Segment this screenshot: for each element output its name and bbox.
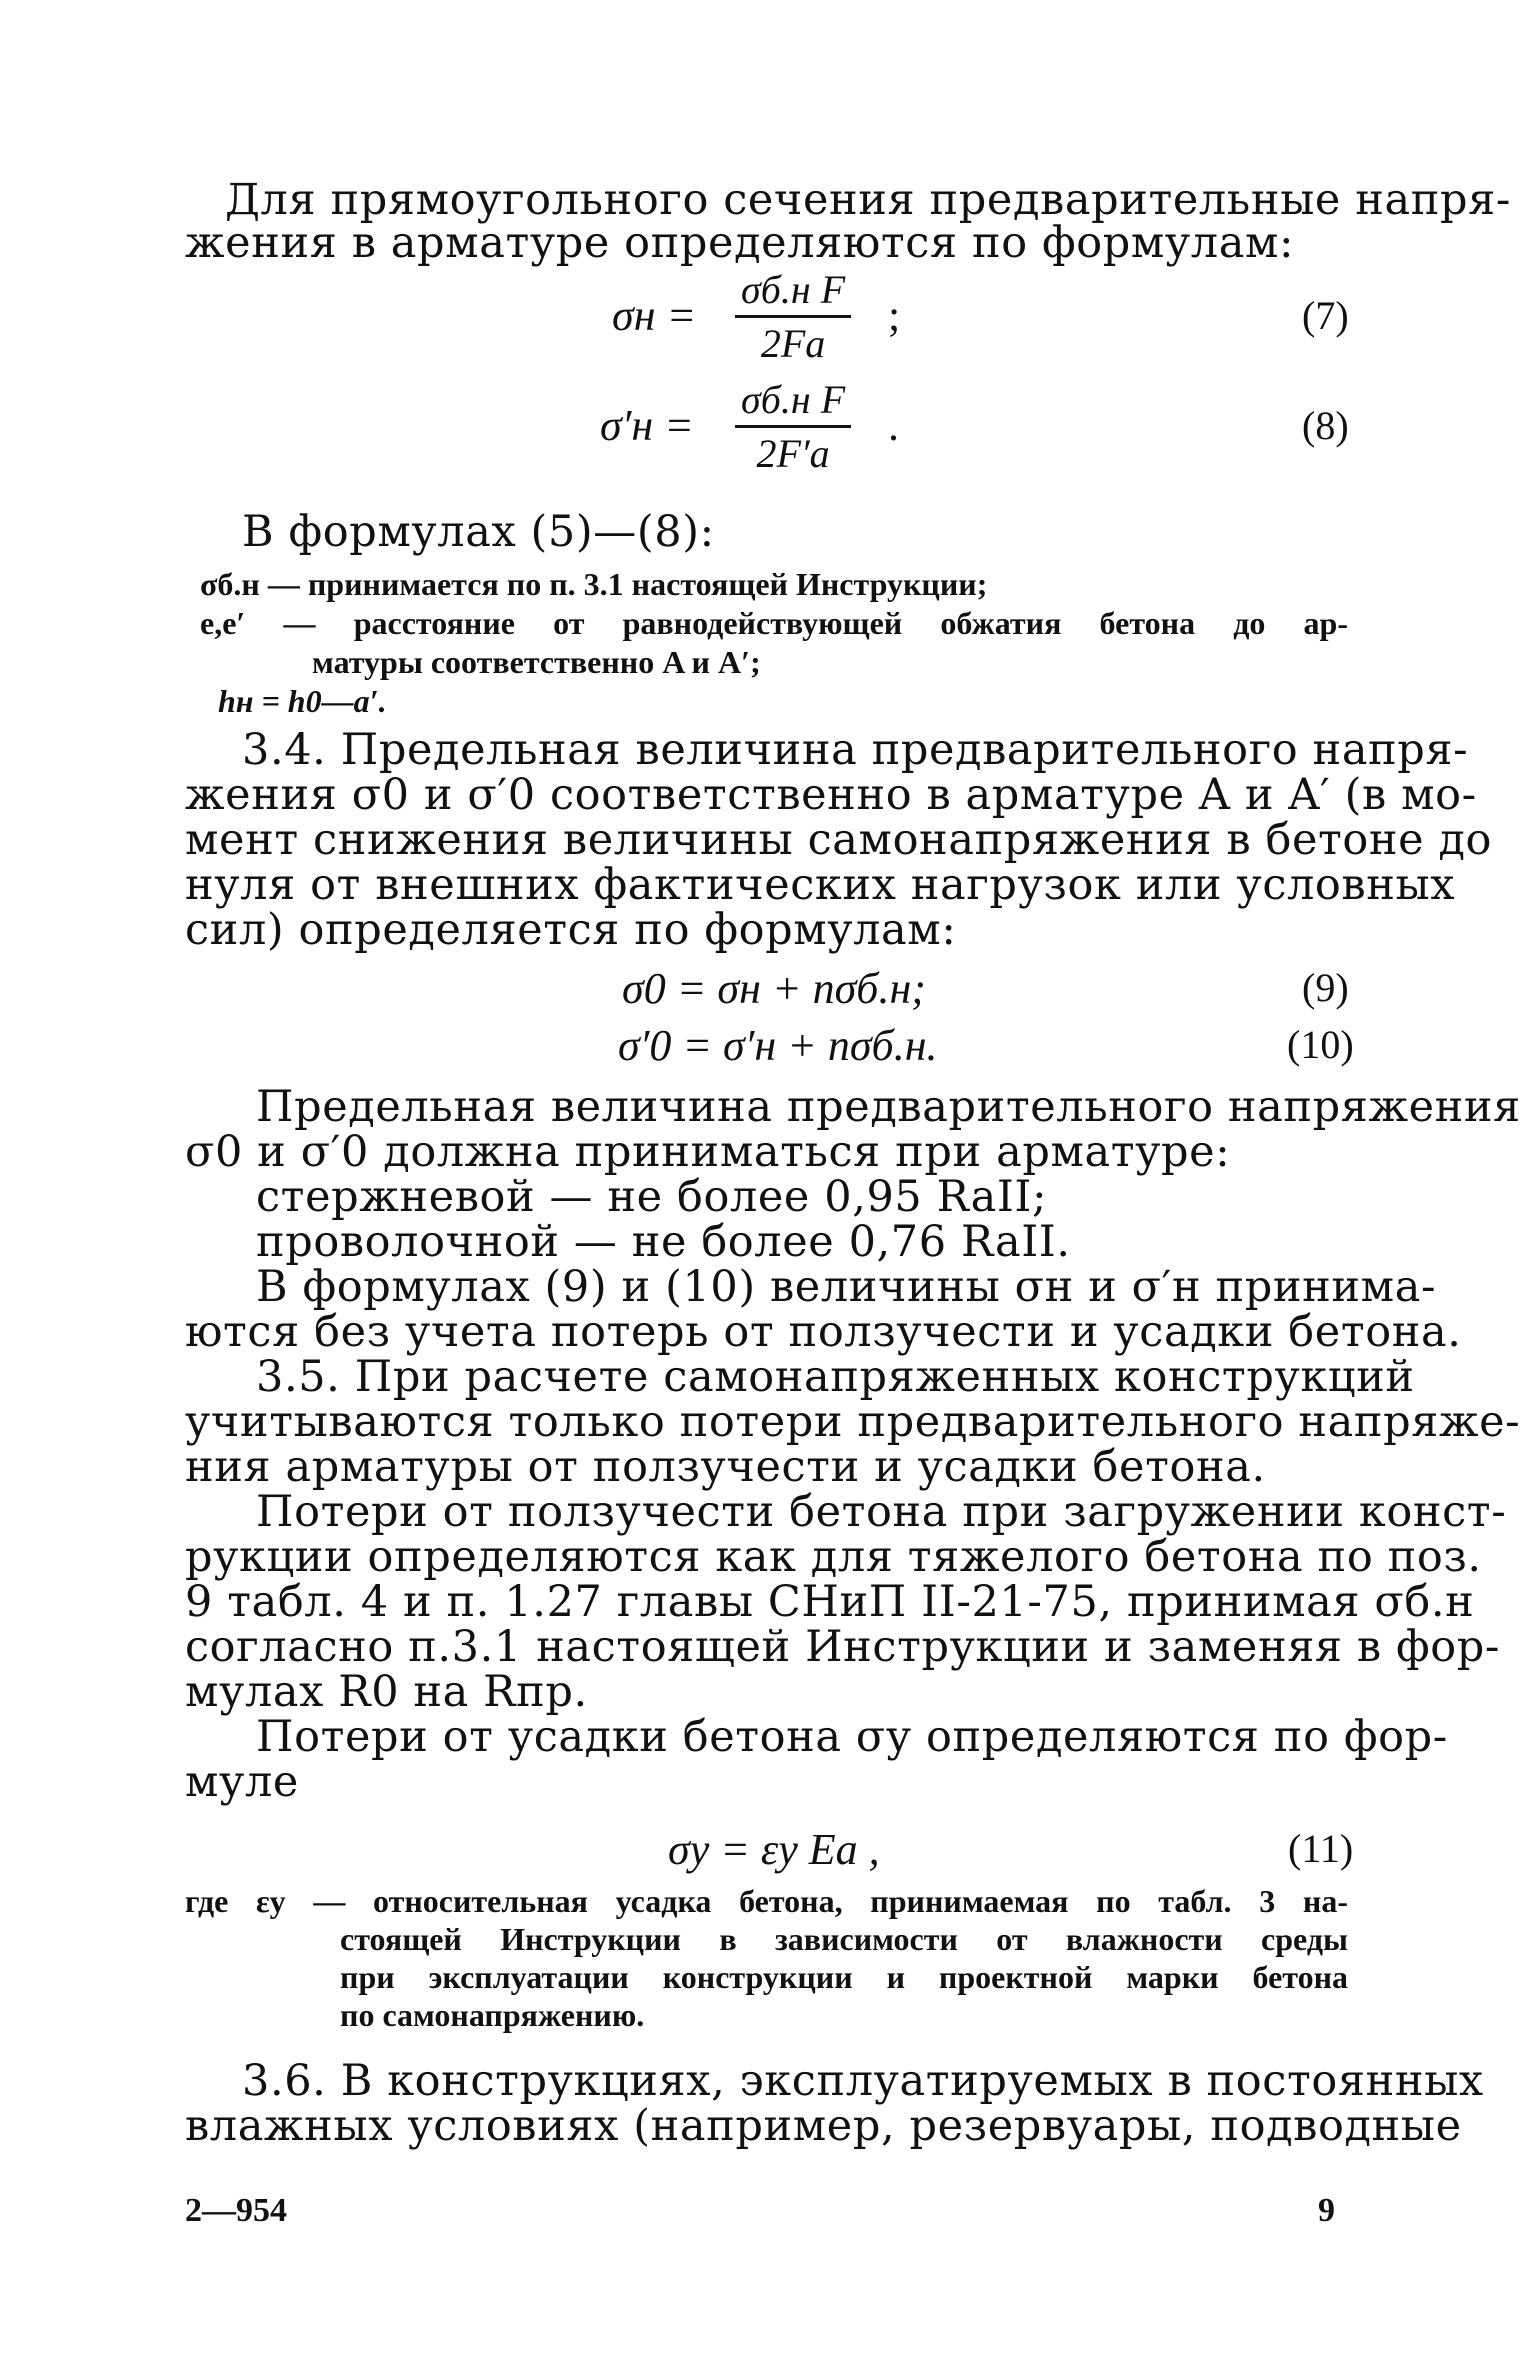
creep-line-5: мулах R0 на Rпр. [185,1667,588,1717]
eq11-number: (11) [1288,1826,1354,1871]
shrink-line-1: Потери от усадки бетона σу определяются по фор- [256,1712,1448,1762]
p36-line-1: 3.6. В конструкциях, эксплуатируемых в постоянных [242,2056,1484,2106]
intro-line-1: Для прямоугольного сечения предварительные напря- [225,175,1511,225]
where-line-2: стоящей Инструкции в зависимости от влажности среды [340,1921,1348,1957]
creep-line-3: 9 табл. 4 и п. 1.27 главы СНиП II-21-75, принимая σб.н [185,1577,1475,1627]
eq8-fraction [735,376,851,477]
equation-9: σ0 = σн + nσб.н; [622,964,926,1013]
p34-line-5: сил) определяется по формулам: [185,905,957,955]
equation-10: σ′0 = σ′н + nσб.н. [618,1021,938,1070]
def-hn: hн = h0—a′. [218,683,387,719]
where-line-3: при эксплуатации конструкции и проектной марки бетона [340,1959,1348,1995]
p35-line-2: учитываются только потери предварительного напряже- [185,1397,1521,1447]
limits-line-2: σ0 и σ′0 должна приниматься при арматуре: [185,1127,1231,1177]
eq8-tail: . [888,401,899,450]
p34-line-3: мент снижения величины самонапряжения в бетоне до [185,815,1493,865]
defs-heading: В формулах (5)—(8): [242,507,715,557]
p36-line-2: влажных условиях (например, резервуары, подводные [185,2101,1462,2151]
def-e-line-1: e,e′ — расстояние от равнодействующей обжатия бетона до ар- [200,605,1348,641]
p35-line-1: 3.5. При расчете самонапряженных конструкций [256,1352,1415,1402]
limits-line-4: проволочной — не более 0,76 RaII. [256,1217,1071,1267]
eq9-number: (9) [1302,965,1349,1010]
def-e-line-2: матуры соответственно A и A′; [312,644,761,680]
eq7-fraction [735,266,851,367]
creep-line-2: рукции определяются как для тяжелого бетона по поз. [185,1532,1482,1582]
p34-line-1: 3.4. Предельная величина предварительного напря- [242,725,1469,775]
where-line-1: где εу — относительная усадка бетона, принимаемая по табл. 3 на- [185,1883,1348,1919]
eq8-numerator: σб.н F [735,376,851,428]
p34-line-4: нуля от внешних фактических нагрузок или условных [185,860,1456,910]
limits-line-6: ются без учета потерь от ползучести и усадки бетона. [185,1307,1462,1357]
intro-line-2: жения в арматуре определяются по формулам: [185,218,1295,268]
eq7-numerator: σб.н F [735,266,851,318]
p34-line-2: жения σ0 и σ′0 соответственно в арматуре A и A′ (в мо- [185,770,1477,820]
equation-11: σу = εу Eа , [668,1825,880,1874]
eq8-lhs: σ′н = [600,401,694,450]
eq8-denominator: 2F′а [756,431,830,476]
eq7-tail: ; [888,291,901,340]
footer-signature: 2—954 [185,2192,287,2229]
creep-line-1: Потери от ползучести бетона при загружении конст- [256,1487,1507,1537]
where-line-4: по самонапряжению. [340,1997,645,2033]
creep-line-4: согласно п.3.1 настоящей Инструкции и заменяя в фор- [185,1622,1501,1672]
limits-line-1: Предельная величина предварительного напряжения [256,1082,1521,1132]
limits-line-5: В формулах (9) и (10) величины σн и σ′н принима- [256,1262,1437,1312]
eq10-number: (10) [1287,1022,1354,1067]
eq7-lhs: σн = [612,291,697,340]
limits-line-3: стержневой — не более 0,95 RaII; [256,1172,1048,1222]
shrink-line-2: муле [185,1757,299,1807]
eq7-number: (7) [1302,293,1349,338]
eq8-number: (8) [1302,403,1349,448]
page-number: 9 [1318,2192,1335,2229]
p35-line-3: ния арматуры от ползучести и усадки бетона. [185,1442,1266,1492]
def-sigma-bn: σб.н — принимается по п. 3.1 настоящей Инструкции; [200,566,988,602]
eq7-denominator: 2Fа [760,321,826,366]
